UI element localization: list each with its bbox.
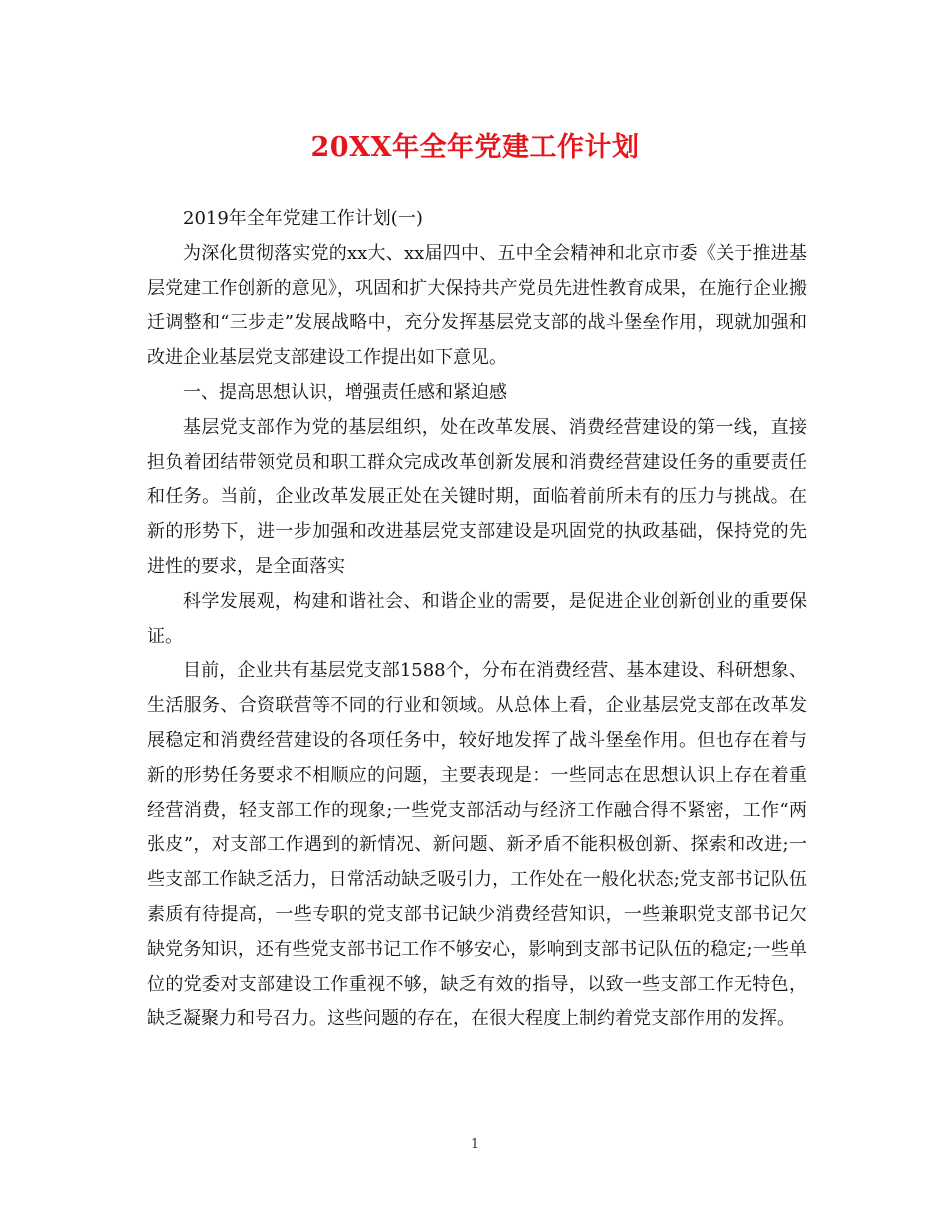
paragraph: 科学发展观，构建和谐社会、和谐企业的需要，是促进企业创新创业的重要保证。 <box>147 590 807 647</box>
paragraph: 目前，企业共有基层党支部1588个，分布在消费经营、基本建设、科研想象、生活服务、合资联营等不同的行业和领域。从总体上看，企业基层党支部在改革发展稳定和消费经营建设的各项任务中，较好地发挥了战斗堡垒作用。但也存在着与新的形势任务要求不相顺应的问题，主要表现是：一些同志在思想认识上存在着重经营消费，轻支部工作的现象;一些党支部活动与经济工作融合得不紧密，工作“两张皮”，对支部工作遇到的新情况、新问题、新矛盾不能积极创新、探索和改进;一些支部工作缺乏活力，日常活动缺乏吸引力，工作处在一般化状态;党支部书记队伍素质有待提高，一些专职的党支部书记缺少消费经营知识，一些兼职党支部书记欠缺党务知识，还有些党支部书记工作不够安心，影响到支部书记队伍的稳定;一些单位的党委对支部建设工作重视不够，缺乏有效的指导，以致一些支部工作无特色，缺乏凝聚力和号召力。这些问题的存在，在很大程度上制约着党支部作用的发挥。 <box>147 660 807 1030</box>
paragraph: 基层党支部作为党的基层组织，处在改革发展、消费经营建设的第一线，直接担负着团结带领党员和职工群众完成改革创新发展和消费经营建设任务的重要责任和任务。当前，企业改革发展正处在关键时期，面临着前所未有的压力与挑战。在新的形势下，进一步加强和改进基层党支部建设是巩固党的执政基础，保持党的先进性的要求，是全面落实 <box>147 416 807 577</box>
document-body <box>147 202 807 1037</box>
paragraph: 为深化贯彻落实党的xx大、xx届四中、五中全会精神和北京市委《关于推进基层党建工作创新的意见》，巩固和扩大保持共产党员先进性教育成果，在施行企业搬迁调整和“三步走”发展战略中，充分发挥基层党支部的战斗堡垒作用，现就加强和改进企业基层党支部建设工作提出如下意见。 <box>147 242 807 369</box>
section-heading: 一、提高思想认识，增强责任感和紧迫感 <box>183 381 507 403</box>
page-number: 1 <box>470 1137 480 1152</box>
document-title: 20XX年全年党建工作计划 <box>310 132 640 163</box>
section-heading: 2019年全年党建工作计划(一) <box>183 208 423 229</box>
